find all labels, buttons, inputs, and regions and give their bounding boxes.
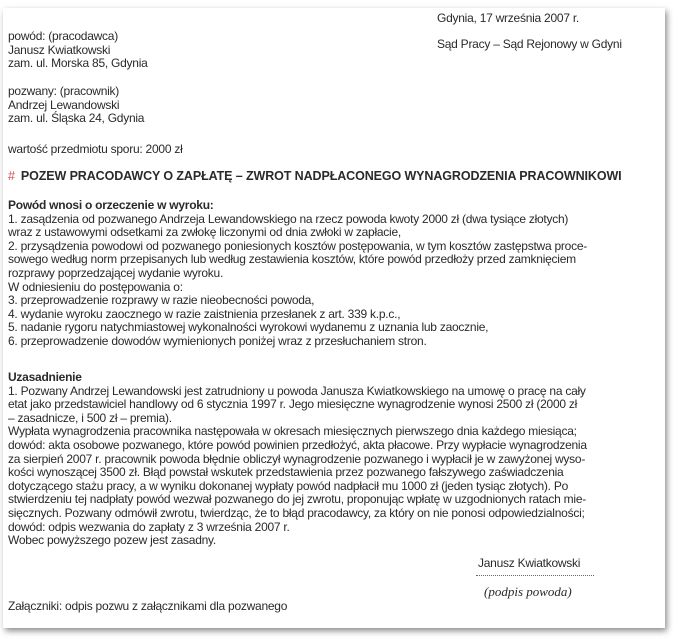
signature-caption: (podpis powoda) bbox=[484, 584, 572, 599]
text-line: etat jako przedstawiciel handlowy od 6 stycznia 1997 r. Jego miesięczne wynagrodzenie wynosi 2500 zł (2000 zł bbox=[8, 397, 578, 412]
text-line: sięcznych. Pozwany odmówił zwrotu, twierdząc, że to błąd pracodawcy, za który on nie ponosi odpowiedzialności; bbox=[8, 505, 585, 520]
document-title bbox=[8, 169, 622, 183]
text-line: stwierdzeniu tej nadpłaty powód wezwał pozwanego do jej zwrotu, proponując wpłatę w uzgodnionych ratach mie- bbox=[8, 492, 587, 507]
signature-line bbox=[476, 575, 594, 576]
claims-heading: Powód wnosi o orzeczenie w wyroku: bbox=[8, 198, 214, 212]
date-place: Gdynia, 17 września 2007 r. bbox=[437, 11, 580, 25]
text-line: rozprawy poprzedzającej wydanie wyroku. bbox=[8, 265, 224, 280]
hash-marker-icon: # bbox=[8, 169, 15, 183]
justification-section bbox=[8, 370, 587, 548]
dispute-value: wartość przedmiotu sporu: 2000 zł bbox=[8, 142, 183, 156]
court-name: Sąd Pracy – Sąd Rejonowy w Gdyni bbox=[437, 36, 622, 51]
text-line: 3. przeprowadzenie rozprawy w razie nieobecności powoda, bbox=[8, 293, 315, 308]
text-line: Wobec powyższego pozew jest zasadny. bbox=[8, 533, 217, 548]
plaintiff-address: zam. ul. Morska 85, Gdynia bbox=[8, 56, 148, 71]
text-line: Wypłata wynagrodzenia pracownika następowała w okresach miesięcznych pierwszego dnia każdego miesiąca; bbox=[8, 424, 577, 439]
defendant-block bbox=[8, 85, 144, 126]
header-right bbox=[437, 12, 622, 51]
defendant-label: pozwany: (pracownik) bbox=[8, 84, 120, 98]
defendant-name: Andrzej Lewandowski bbox=[8, 97, 120, 112]
justification-heading: Uzasadnienie bbox=[8, 370, 82, 384]
attachments: Załączniki: odpis pozwu z załącznikami dla pozwanego bbox=[8, 599, 288, 613]
defendant-address: zam. ul. Śląska 24, Gdynia bbox=[8, 111, 145, 126]
text-line: 6. przeprowadzenie dowodów wymienionych poniżej wraz z przesłuchaniem stron. bbox=[8, 333, 427, 348]
plaintiff-block bbox=[8, 30, 148, 71]
plaintiff-name: Janusz Kwiatkowski bbox=[8, 42, 111, 57]
text-line: za sierpień 2007 r. pracownik powoda błędnie obliczył wynagrodzenie pozwanego i wypłacił je w zawyżonej wyso- bbox=[8, 451, 586, 466]
text-line: kości wynoszącej 3500 zł. Błąd powstał wskutek przedstawienia przez pozwanego fałszywego zaświadczenia bbox=[8, 465, 564, 480]
text-line: 2. przysądzenia powodowi od pozwanego poniesionych kosztów postępowania, w tym kosztów zastępstwa proce- bbox=[8, 238, 587, 253]
text-line: 5. nadanie rygoru natychmiastowej wykonalności wyrokowi wydanemu z uznania lub zaocznie, bbox=[8, 320, 489, 335]
text-line: – zasadnicze, i 500 zł – premia). bbox=[8, 410, 172, 425]
text-line: wraz z ustawowymi odsetkami za zwłokę liczonymi od dnia zwłoki w zapłacie, bbox=[8, 225, 401, 240]
text-line: sowego według norm przepisanych lub według zestawienia kosztów, które powód przedłoży przed zamknięciem bbox=[8, 252, 576, 267]
signature-name: Janusz Kwiatkowski bbox=[478, 556, 581, 570]
title-text: POZEW PRACODAWCY O ZAPŁATĘ – ZWROT NADPŁACONEGO WYNAGRODZENIA PRACOWNIKOWI bbox=[20, 169, 622, 183]
text-line: dowód: akta osobowe pozwanego, które powód powinien przedłożyć, akta płacowe. Przy wypłacie wynagrodzenia bbox=[8, 437, 587, 452]
text-line: 1. Pozwany Andrzej Lewandowski jest zatrudniony u powoda Janusza Kwiatkowskiego na umowę o pracę na cały bbox=[8, 383, 586, 398]
text-line: dowód: odpis wezwania do zapłaty z 3 września 2007 r. bbox=[8, 519, 290, 534]
plaintiff-label: powód: (pracodawca) bbox=[8, 29, 118, 43]
text-line: 4. wydanie wyroku zaocznego w razie zaistnienia przesłanek z art. 339 k.p.c., bbox=[8, 306, 401, 321]
text-line: 1. zasądzenia od pozwanego Andrzeja Lewandowskiego na rzecz powoda kwoty 2000 zł (dwa tysiące złotych) bbox=[8, 211, 569, 226]
text-line: W odniesieniu do postępowania o: bbox=[8, 279, 183, 294]
text-line: dotyczącego stażu pracy, a w wyniku dokonanej wypłaty powód nadpłacił mu 1000 zł (jeden tysiąc złotych). Po bbox=[8, 478, 569, 493]
claims-section bbox=[8, 198, 587, 348]
